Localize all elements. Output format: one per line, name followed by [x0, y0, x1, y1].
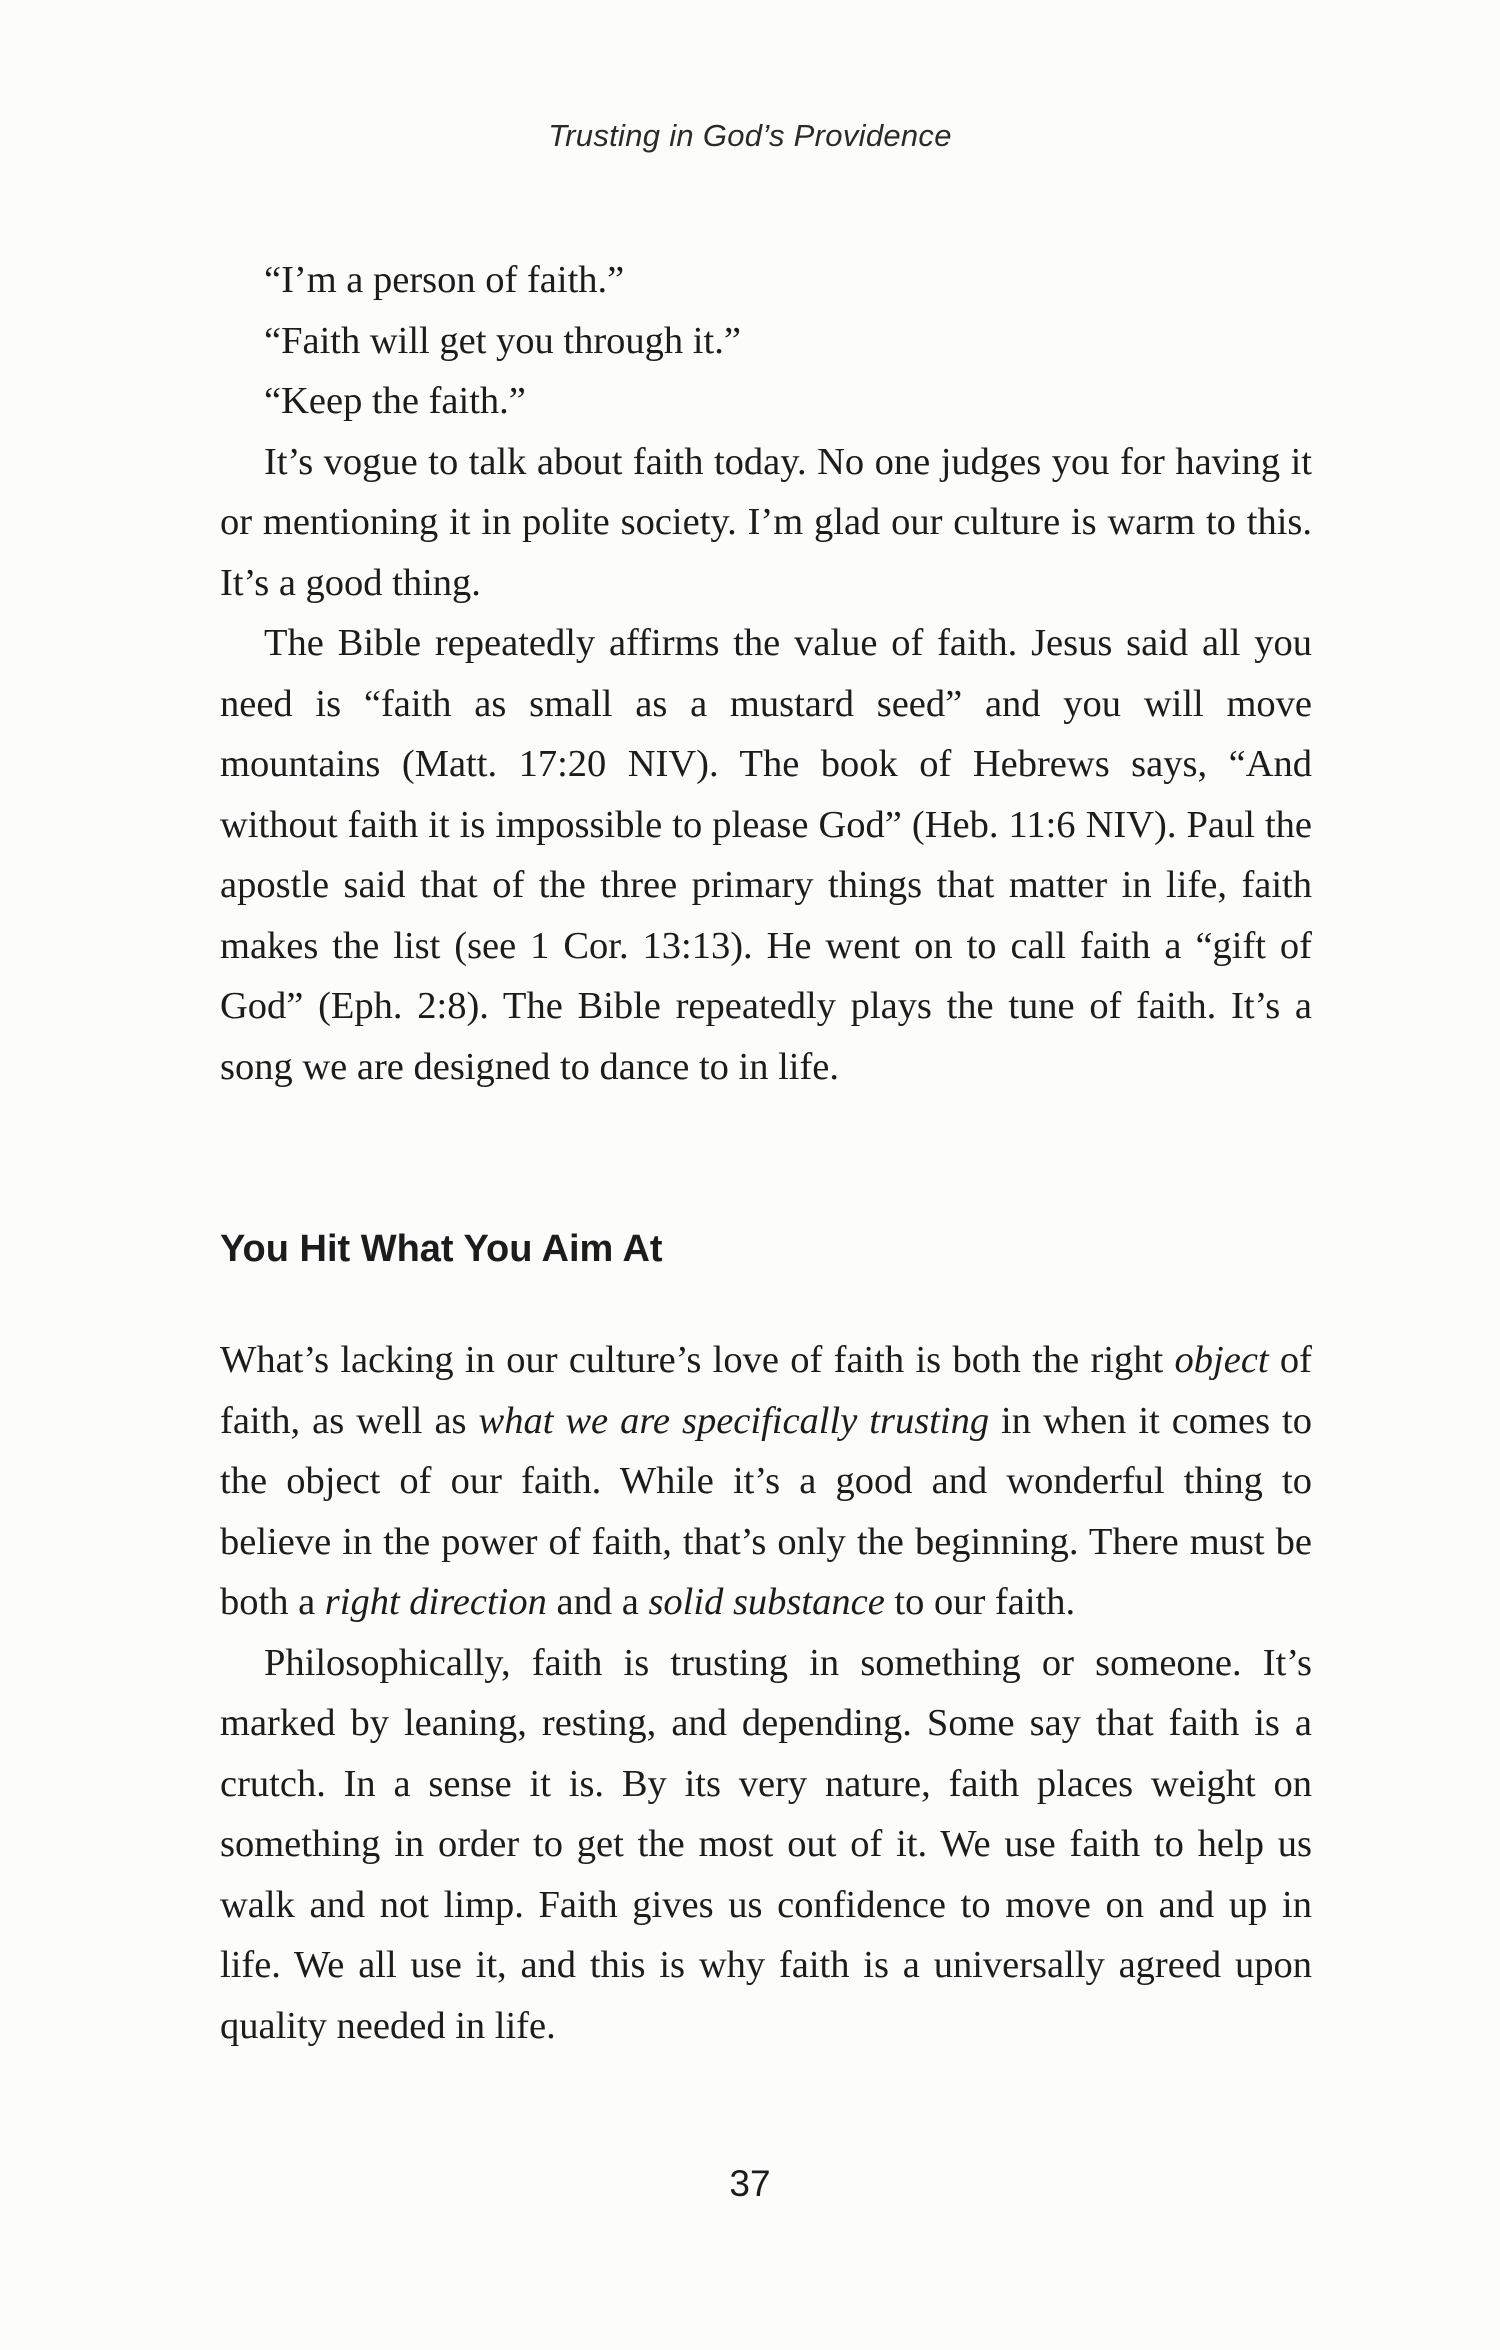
emphasis-object: object [1174, 1339, 1269, 1381]
intro-text-block [220, 250, 1312, 1097]
running-head: Trusting in God’s Providence [548, 118, 952, 153]
quote-person-of-faith: “I’m a person of faith.” [264, 259, 625, 301]
quote-get-you-through: “Faith will get you through it.” [264, 319, 741, 362]
paragraph-faith-vogue: It’s vogue to talk about faith today. No one judges you for having it or mentioning it in polite society. I’m glad our culture is warm to this. It’s a good thing. [220, 440, 1312, 604]
quote-keep-the-faith: “Keep the faith.” [264, 380, 526, 422]
text-run: What’s lacking in our culture’s love of faith is both the right [220, 1339, 1175, 1381]
section-text-block [220, 1330, 1312, 2056]
emphasis-right-direction: right direction [324, 1581, 547, 1623]
text-run: in when it comes to the object of our faith. While it’s a good and wonderful thing to believe in the power of faith, that’s only the beginning. There must be both a [220, 1399, 1312, 1623]
emphasis-what-trusting: what we are specifically trusting [478, 1399, 990, 1442]
paragraph-lacking [220, 1330, 1312, 1633]
section-heading: You Hit What You Aim At [220, 1228, 663, 1270]
text-run: to our faith. [884, 1581, 1076, 1623]
paragraph-philosophically: Philosophically, faith is trusting in something or someone. It’s marked by leaning, resting, and depending. Some say that faith is a crutch. In a sense it is. By its very nature, faith places weight on something in order to get the most out of it. We use faith to help us walk and not limp. Faith gives us confidence to move on and up in life. We all use it, and this is why faith is a universally agreed upon quality needed in life. [220, 1641, 1312, 2047]
text-run: and a [546, 1581, 649, 1623]
paragraph-bible-affirms: The Bible repeatedly affirms the value of faith. Jesus said all you need is “faith as small as a mustard seed” and you will move mountains (Matt. 17:20 NIV). The book of Hebrews says, “And without faith it is impossible to please God” (Heb. 11:6 NIV). Paul the apostle said that of the three primary things that matter in life, faith makes the list (see 1 Cor. 13:13). He went on to call faith a “gift of God” (Eph. 2:8). The Bible repeatedly plays the tune of faith. It’s a song we are designed to dance to in life. [220, 622, 1312, 1088]
page-number: 37 [729, 2163, 771, 2204]
emphasis-solid-substance: solid substance [648, 1581, 885, 1623]
text-run: of faith, as well as [220, 1339, 1312, 1442]
